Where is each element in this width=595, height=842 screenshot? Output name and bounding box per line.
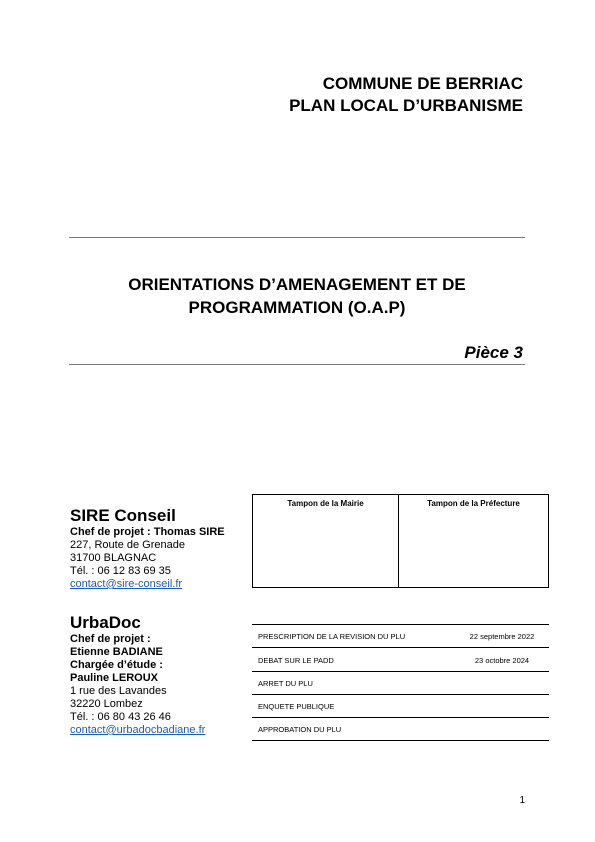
sire-address1: 227, Route de Grenade	[70, 539, 185, 551]
sire-email-link[interactable]: contact@sire-conseil.fr	[70, 578, 183, 590]
procedure-date: 23 octobre 2024	[474, 656, 530, 665]
divider-top	[69, 237, 525, 238]
procedure-label: APPROBATION DU PLU	[258, 725, 342, 734]
procedure-rule	[252, 717, 549, 718]
procedure-rule	[252, 624, 549, 625]
divider-piece	[69, 364, 525, 365]
procedure-rule	[252, 740, 549, 741]
urbadoc-address1: 1 rue des Lavandes	[70, 685, 167, 697]
plu-title: PLAN LOCAL D’URBANISME	[289, 96, 523, 115]
stamp-table	[252, 494, 549, 588]
sire-block	[70, 506, 225, 591]
urbadoc-phone: Tél. : 06 80 43 26 46	[70, 711, 171, 723]
piece-number: Pièce 3	[464, 343, 523, 362]
sire-project-lead: Chef de projet : Thomas SIRE	[70, 526, 225, 538]
sire-address2: 31700 BLAGNAC	[70, 552, 157, 564]
procedure-label: ENQUETE PUBLIQUE	[258, 702, 335, 711]
procedure-rule	[252, 647, 549, 648]
sire-phone: Tél. : 06 12 83 69 35	[70, 565, 171, 577]
urbadoc-address2: 32220 Lombez	[70, 698, 143, 710]
urbadoc-lead-label: Chef de projet :	[70, 633, 151, 645]
page-number: 1	[519, 795, 525, 806]
urbadoc-name: UrbaDoc	[70, 613, 141, 632]
stamp-mairie: Tampon de la Mairie	[253, 495, 399, 587]
sire-name: SIRE Conseil	[70, 506, 176, 525]
procedure-label: DEBAT SUR LE PADD	[258, 656, 334, 665]
urbadoc-lead-name: Etienne BADIANE	[70, 646, 163, 658]
urbadoc-study-name: Pauline LEROUX	[70, 672, 159, 684]
urbadoc-block	[70, 613, 205, 737]
procedure-rule	[252, 671, 549, 672]
document-title-line2: PROGRAMMATION (O.A.P)	[188, 298, 406, 317]
stamp-prefecture: Tampon de la Préfecture	[427, 499, 520, 508]
procedure-date: 22 septembre 2022	[469, 632, 535, 641]
procedure-label: ARRET DU PLU	[258, 679, 313, 688]
urbadoc-email-link[interactable]: contact@urbadocbadiane.fr	[70, 724, 206, 736]
commune-title: COMMUNE DE BERRIAC	[322, 74, 523, 93]
procedure-label: PRESCRIPTION DE LA REVISION DU PLU	[258, 632, 406, 641]
urbadoc-study-label: Chargée d’étude :	[70, 659, 163, 671]
procedure-rule	[252, 694, 549, 695]
document-title-line1: ORIENTATIONS D’AMENAGEMENT ET DE	[128, 275, 466, 294]
